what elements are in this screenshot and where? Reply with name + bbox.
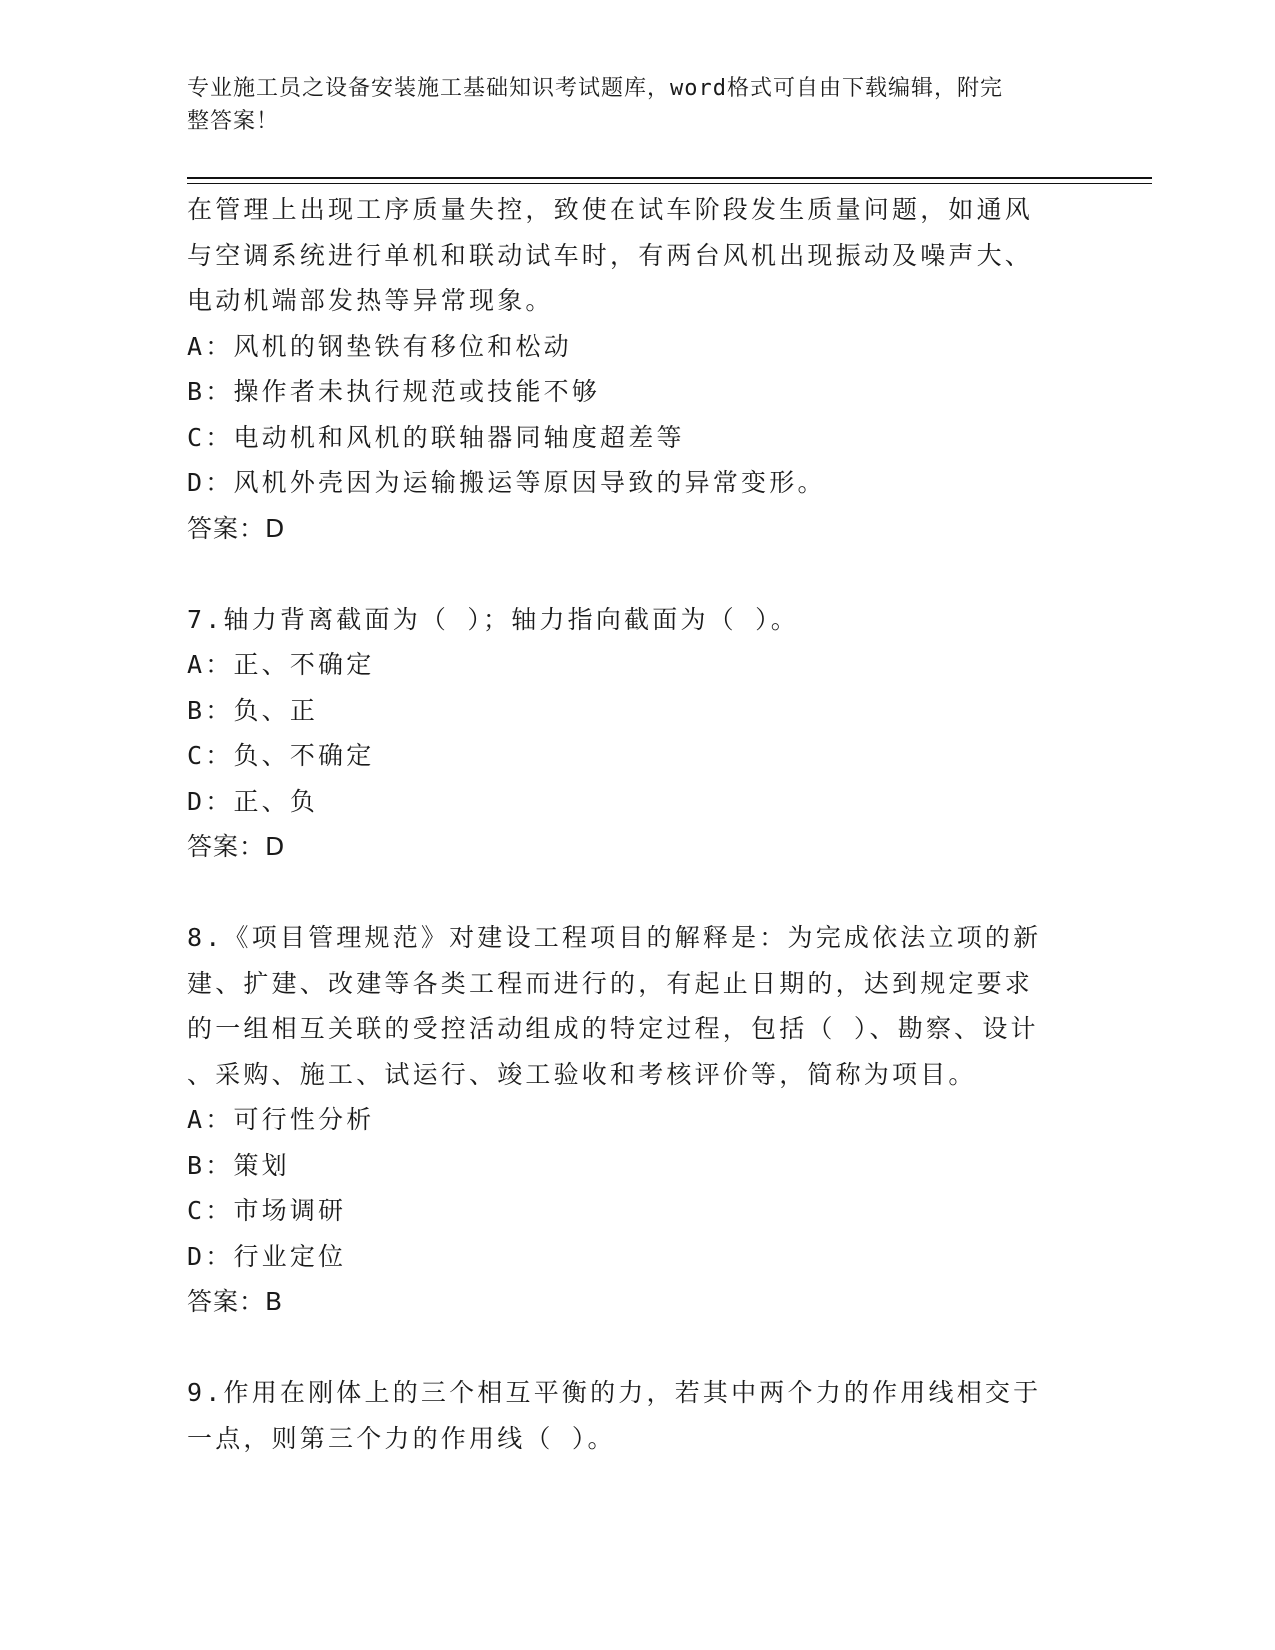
option-c: C：负、不确定 xyxy=(187,741,375,770)
question-6-continued xyxy=(187,187,1067,551)
question-9 xyxy=(187,1370,1067,1461)
option-c: C：市场调研 xyxy=(187,1196,347,1225)
option-d: D：风机外壳因为运输搬运等原因导致的异常变形。 xyxy=(187,468,826,497)
question-stem-line: 9.作用在刚体上的三个相互平衡的力，若其中两个力的作用线相交于 xyxy=(187,1378,1042,1407)
question-stem-line: 建、扩建、改建等各类工程而进行的，有起止日期的，达到规定要求 xyxy=(187,968,1034,998)
question-list xyxy=(187,187,1067,1461)
option-b: B：负、正 xyxy=(187,695,319,725)
question-7 xyxy=(187,597,1067,870)
answer: 答案：D xyxy=(187,513,286,543)
question-stem-line: 在管理上出现工序质量失控，致使在试车阶段发生质量问题，如通风 xyxy=(187,195,1034,224)
question-stem-line: 的一组相互关联的受控活动组成的特定过程，包括（ ）、勘察、设计 xyxy=(187,1014,1039,1043)
header-divider-thin xyxy=(187,183,1152,184)
header-line-1: 专业施工员之设备安装施工基础知识考试题库，word格式可自由下载编辑，附完 xyxy=(187,76,1003,101)
header-line-2: 整答案！ xyxy=(187,109,280,134)
question-stem-line: 一点，则第三个力的作用线（ ）。 xyxy=(187,1423,616,1453)
header-divider-thick xyxy=(187,177,1152,179)
option-d: D：行业定位 xyxy=(187,1241,347,1271)
question-stem-line: 7.轴力背离截面为（ ）；轴力指向截面为（ ）。 xyxy=(187,604,800,634)
answer: 答案：D xyxy=(187,832,286,861)
spacer xyxy=(187,870,1067,916)
option-a: A：正、不确定 xyxy=(187,650,375,679)
option-b: B：操作者未执行规范或技能不够 xyxy=(187,377,601,406)
question-stem-line: 与空调系统进行单机和联动试车时，有两台风机出现振动及噪声大、 xyxy=(187,240,1034,270)
question-stem-line: 8.《项目管理规范》对建设工程项目的解释是：为完成依法立项的新 xyxy=(187,923,1042,952)
option-c: C：电动机和风机的联轴器同轴度超差等 xyxy=(187,422,685,452)
option-b: B：策划 xyxy=(187,1150,290,1180)
document-header xyxy=(187,72,1067,138)
question-stem-line: 、采购、施工、试运行、竣工验收和考核评价等，简称为项目。 xyxy=(187,1059,977,1089)
option-d: D：正、负 xyxy=(187,786,319,816)
spacer xyxy=(187,551,1067,597)
spacer xyxy=(187,1325,1067,1371)
option-a: A：可行性分析 xyxy=(187,1105,375,1134)
question-8 xyxy=(187,915,1067,1325)
question-stem-line: 电动机端部发热等异常现象。 xyxy=(187,286,554,315)
option-a: A：风机的钢垫铁有移位和松动 xyxy=(187,331,572,361)
answer: 答案：B xyxy=(187,1287,284,1316)
